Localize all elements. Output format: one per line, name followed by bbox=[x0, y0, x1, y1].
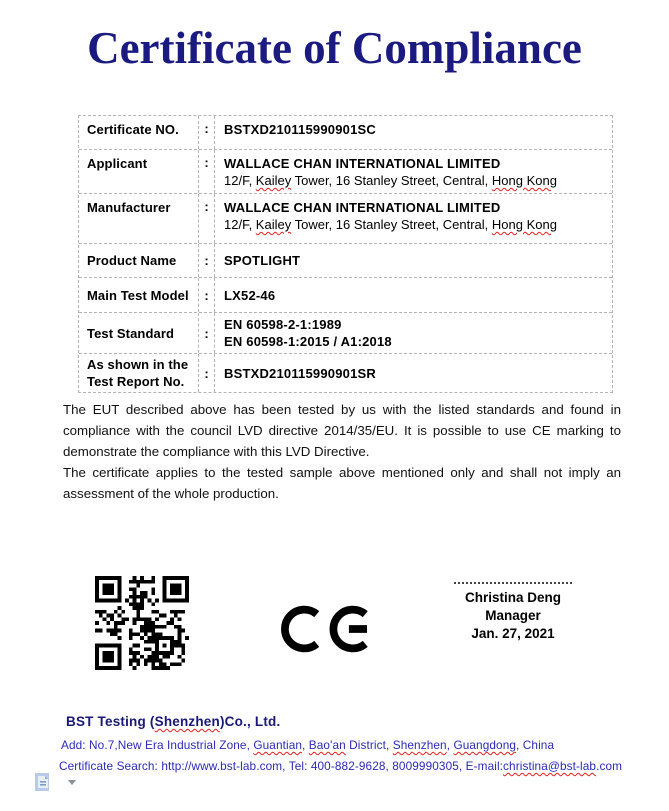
table-row-manufacturer bbox=[79, 194, 612, 244]
row-value bbox=[215, 150, 612, 193]
row-label: Test Standard bbox=[79, 313, 199, 353]
certificate-number: BSTXD210115990901SC bbox=[224, 122, 376, 137]
table-row-applicant bbox=[79, 150, 612, 194]
address-text: Tower, 16 Stanley Street, Central, bbox=[291, 217, 492, 232]
table-row-test-standard bbox=[79, 313, 612, 354]
row-value bbox=[215, 354, 612, 392]
row-value bbox=[215, 116, 612, 149]
paste-options-icon bbox=[32, 771, 54, 793]
row-label: Product Name bbox=[79, 244, 199, 277]
address-text-misspelled: Bao'an bbox=[308, 738, 346, 752]
address-text-misspelled: Shenzhen bbox=[392, 738, 447, 752]
search-contact-text: Certificate Search: http://www.bst-lab.com, Tel: 400-882-9628, 8009990305, E-mail: bbox=[59, 759, 504, 773]
ce-mark-icon bbox=[281, 591, 378, 667]
address-text-misspelled: Kailey bbox=[255, 173, 292, 188]
row-value bbox=[215, 278, 612, 312]
paste-options-dropdown-arrow bbox=[68, 780, 76, 785]
signatory-role: Manager bbox=[485, 608, 541, 623]
company-name bbox=[66, 714, 649, 729]
compliance-statement bbox=[63, 399, 621, 504]
model-number: LX52-46 bbox=[224, 287, 276, 303]
test-standard-line2: EN 60598-1:2015 / A1:2018 bbox=[224, 334, 392, 349]
table-row-main-test-model bbox=[79, 278, 612, 313]
certificate-table bbox=[78, 115, 613, 393]
address-text: District, bbox=[345, 738, 393, 752]
row-colon: : bbox=[199, 313, 215, 353]
row-colon: : bbox=[199, 244, 215, 277]
footer bbox=[59, 714, 649, 773]
manufacturer-name: WALLACE CHAN INTERNATIONAL LIMITED bbox=[224, 200, 501, 215]
table-row-certificate-no bbox=[79, 116, 612, 150]
row-label: Certificate NO. bbox=[79, 116, 199, 149]
address-text-misspelled: Guantian bbox=[253, 738, 303, 752]
company-name-text: )Co., Ltd. bbox=[219, 714, 281, 729]
table-row-test-report-no bbox=[79, 354, 612, 392]
applicant-address bbox=[224, 172, 606, 189]
product-name: SPOTLIGHT bbox=[224, 253, 301, 268]
row-label: Main Test Model bbox=[79, 278, 199, 312]
row-label: Applicant bbox=[79, 150, 199, 193]
certificate-search-line bbox=[59, 759, 649, 773]
applicant-name: WALLACE CHAN INTERNATIONAL LIMITED bbox=[224, 156, 501, 171]
row-colon: : bbox=[199, 354, 215, 392]
row-label: As shown in the Test Report No. bbox=[79, 354, 199, 392]
address-text-misspelled: Hong Kong bbox=[491, 173, 557, 188]
address-text: 12/F, bbox=[224, 217, 256, 232]
signature-block bbox=[448, 574, 578, 643]
row-colon: : bbox=[199, 116, 215, 149]
address-text: , bbox=[302, 738, 309, 752]
address-text-misspelled: Guangdong bbox=[453, 738, 517, 752]
qr-code bbox=[95, 576, 189, 670]
page-title: Certificate of Compliance bbox=[87, 23, 582, 73]
test-standard-line1: EN 60598-2-1:1989 bbox=[224, 317, 342, 332]
signature-dotted-line bbox=[454, 582, 572, 584]
paste-options-button[interactable] bbox=[32, 771, 76, 797]
address-text-misspelled: Kailey bbox=[255, 217, 292, 232]
address-text: Add: No.7,New Era Industrial Zone, bbox=[61, 738, 254, 752]
address-text: , bbox=[446, 738, 454, 752]
test-report-number: BSTXD210115990901SR bbox=[224, 365, 376, 381]
row-value bbox=[215, 194, 612, 243]
address-text: , China bbox=[516, 738, 555, 752]
company-address bbox=[61, 738, 649, 752]
statement-paragraph-2: The certificate applies to the tested sample above mentioned only and shall not imply an assessment of the whole production. bbox=[63, 465, 621, 501]
row-value bbox=[215, 244, 612, 277]
signatory-name: Christina Deng bbox=[464, 590, 561, 605]
statement-paragraph-1: The EUT described above has been tested by us with the listed standards and found in compliance with the council LVD directive 2014/35/EU. It is possible to use CE marking to demonstrate the compliance with this LVD Directive. bbox=[63, 402, 621, 459]
manufacturer-address bbox=[224, 216, 606, 233]
row-colon: : bbox=[199, 278, 215, 312]
address-text: Tower, 16 Stanley Street, Central, bbox=[291, 173, 492, 188]
row-colon: : bbox=[199, 150, 215, 193]
search-contact-text: .com bbox=[596, 759, 623, 773]
address-text: 12/F, bbox=[224, 173, 256, 188]
company-name-text: BST Testing ( bbox=[66, 714, 155, 729]
row-colon: : bbox=[199, 194, 215, 243]
row-label: Manufacturer bbox=[79, 194, 199, 243]
row-value bbox=[215, 313, 612, 353]
company-name-misspelled: Shenzhen bbox=[154, 714, 220, 729]
address-text-misspelled: Hong Kong bbox=[491, 217, 557, 232]
table-row-product-name bbox=[79, 244, 612, 278]
signature-date: Jan. 27, 2021 bbox=[471, 626, 555, 641]
email-misspelled: christina@bst-lab bbox=[503, 759, 597, 773]
